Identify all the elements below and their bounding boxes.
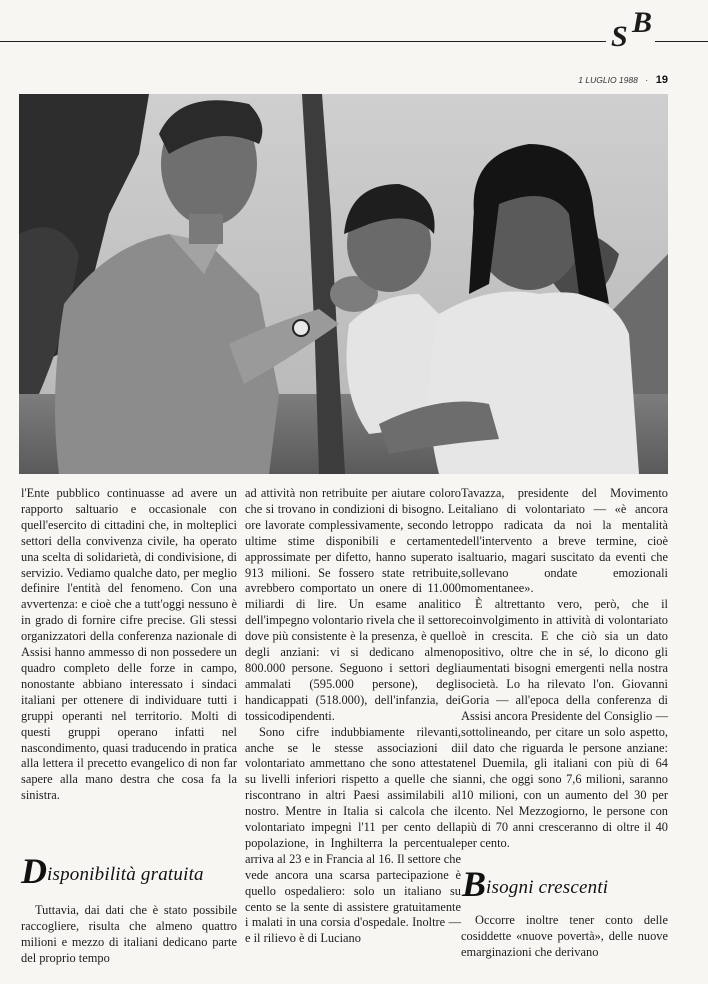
- column-3-paragraph-1: Tavazza, presidente del Movimento italiano di volontariato — «è ancora troppo radicata da noi la mentalità dell'intervento a breve termine, cioè saltuario, magari suscitato da eventi che sollevano ondate emozionali momentanee».: [461, 486, 668, 596]
- article-column-2: [245, 486, 461, 947]
- logo-s: S: [611, 20, 628, 53]
- article-column-1-continued: [21, 903, 237, 967]
- column-2-paragraph-1: ad attività non retribuite per aiutare coloro che si trovano in condizioni di bisogno. Le ore lavorate complessivamente, secondo le ultime stime disponibili e certamente approssimate per difetto, hanno superato i 913 milioni. Se fossero state retribuite, avrebbero comportato un onere di 11.000 miliardi di lire. Un esame analitico dell'impegno volontario rivela che il settore dove più consistente è la presenza, è quello degli anziani: vi si dedicano almeno 800.000 persone. Seguono i settori degli ammalati (595.000 persone), degli handicappati (518.000), dell'infanzia, dei tossicodipendenti.: [245, 486, 461, 723]
- heading-1-text: isponibilità gratuita: [47, 864, 204, 885]
- article-column-3-continued: [461, 913, 668, 961]
- logo-b: B: [632, 6, 653, 39]
- article-column-3: [461, 486, 668, 852]
- column-1-text: l'Ente pubblico continuasse ad avere un rapporto saltuario e occasionale con quell'esercito di cittadini che, in molteplici settori della convivenza civile, ha operato una scelta di solidarietà, di condivisione, di servizio. Vediamo qualche dato, per meglio definire l'entità del fenomeno. Con una avvertenza: e cioè che a tutt'oggi nessuno è in grado di fornire cifre precise. Gli stessi organizzatori della conferenza nazionale di Assisi hanno ammesso di non possedere un quadro completo delle forze in campo, nonostante abbiano interessato i sindaci italiani per ottenere di individuare tutti i gruppi operanti nel territorio. Molti di questi gruppi operano infatti nel nascondimento, quasi traducendo in pratica alla lettera il precetto evangelico di non far sapere alla mano destra che cosa fa la sinistra.: [21, 486, 237, 803]
- magazine-logo: [611, 8, 667, 62]
- dateline-separator: ·: [645, 75, 649, 85]
- page-number: 19: [655, 74, 668, 86]
- section-heading-disponibilita: [21, 853, 261, 889]
- header-rule: [0, 41, 606, 42]
- heading-2-dropcap: B: [462, 864, 487, 904]
- column-1b-text: Tuttavia, dai dati che è stato possibile raccogliere, risulta che almeno quattro milioni e mezzo di italiani dedicano parte del proprio tempo: [21, 903, 237, 965]
- photo-illustration: [19, 94, 668, 474]
- heading-2-text: isogni crescenti: [486, 877, 609, 898]
- article-photo: [19, 94, 668, 474]
- heading-1-dropcap: D: [21, 851, 47, 891]
- column-3b-text: Occorre inoltre tener conto delle cosiddette «nuove povertà», delle nuove emarginazioni che derivano: [461, 913, 668, 959]
- column-3-paragraph-2: È altrettanto vero, però, che il coinvolgimento in attività di volontariato è in crescita. E che ciò sia un dato positivo, oltre che in sé, lo dicono gli aumentati bisogni emergenti nella nostra società. Lo ha rilevato l'on. Giovanni Goria — all'epoca della conferenza di Assisi ancora Presidente del Consiglio — sottolineando, per citare un solo aspetto, il dato che riguarda le persone anziane: nel Duemila, gli italiani con più di 64 anni, che oggi sono 7,6 milioni, saranno 10 milioni, con un aumento del 30 per cento. Nel Mezzogiorno, le persone con più di 70 anni cresceranno di oltre il 40 per cento.: [461, 597, 668, 850]
- section-heading-bisogni: [462, 866, 702, 902]
- dateline: [578, 70, 668, 88]
- article-column-1: [21, 486, 237, 804]
- column-2-paragraph-2: Sono cifre indubbiamente rilevanti, anche se le stesse associazioni di volontariato ammettano che sono attestate su livelli inferiori rispetto a quelle che si riscontrano in altri Paesi assimilabili al nostro. Mentre in Italia si calcola che il volontariato impegni l'11 per cento della popolazione, in Inghilterra la percentuale arriva al 23 e in Francia al 16. Il settore che vede ancora una scarsa partecipazione è quello ospedaliero: solo un italiano su cento se la sente di assistere gratuitamente i malati in una corsia d'ospedale. Inoltre — e il rilievo è di Luciano: [245, 724, 461, 946]
- issue-date: 1 LUGLIO 1988: [578, 75, 638, 85]
